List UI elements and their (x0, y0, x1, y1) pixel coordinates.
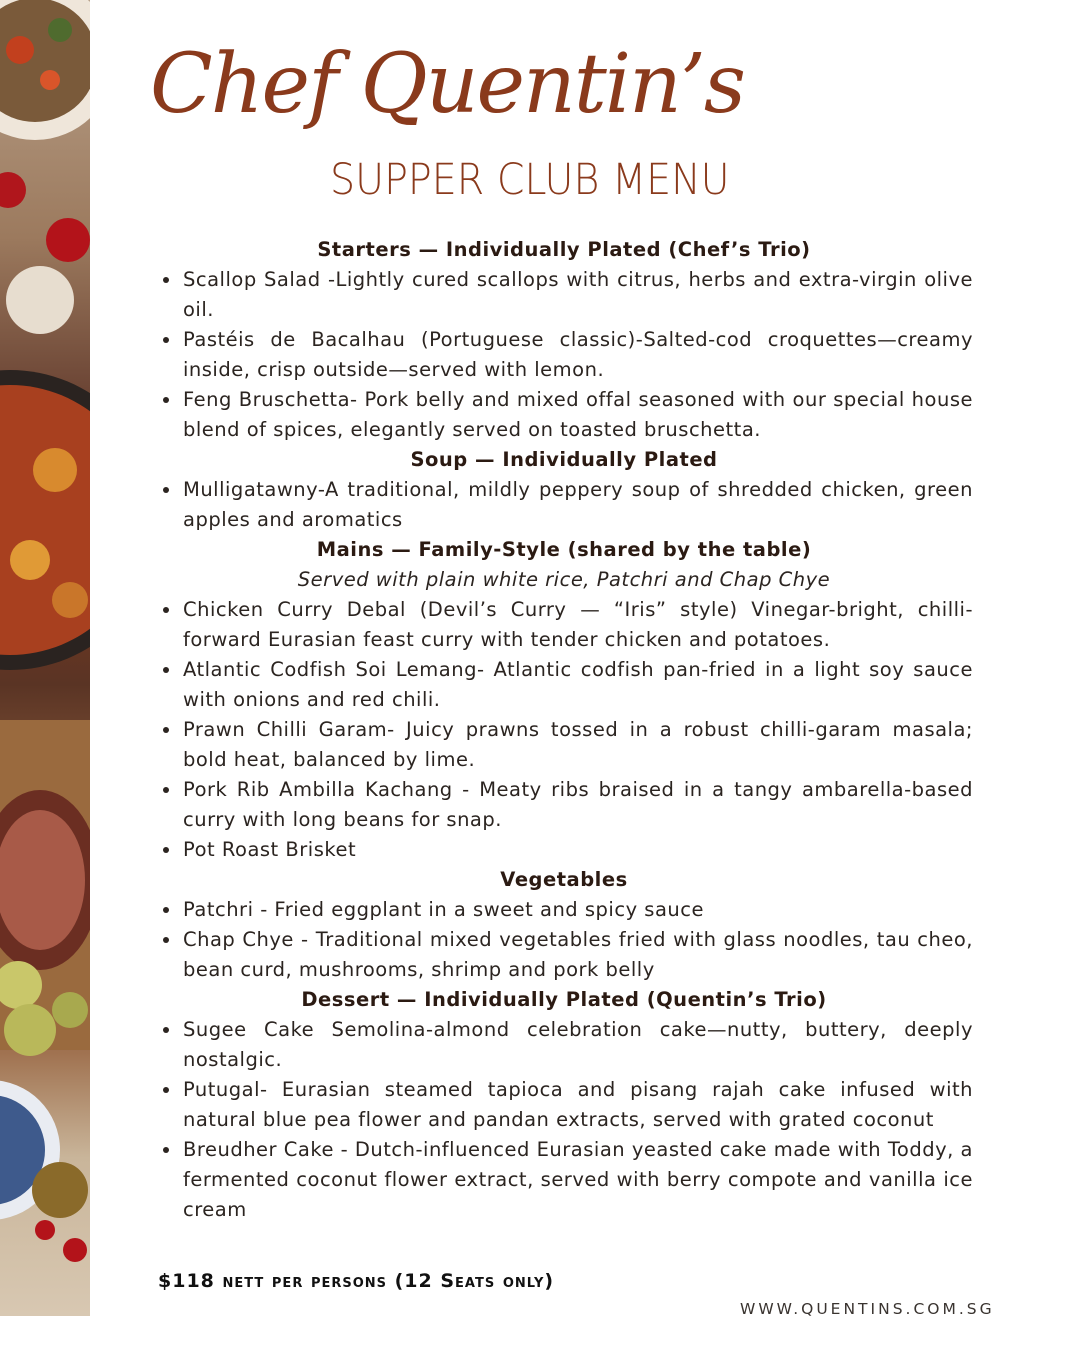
list-item: Atlantic Codfish Soi Lemang- Atlantic codfish pan-fried in a light soy sauce with onions and red chili. (155, 655, 973, 715)
section-heading-dessert: Dessert — Individually Plated (Quentin’s Trio) (301, 988, 827, 1011)
script-title: Chef Quentin’s (150, 37, 745, 132)
section-heading-starters: Starters — Individually Plated (Chef’s Trio) (317, 238, 811, 261)
list-item: Scallop Salad -Lightly cured scallops with citrus, herbs and extra-virgin olive oil. (155, 265, 973, 325)
mains-list (155, 595, 973, 865)
list-item: Prawn Chilli Garam- Juicy prawns tossed in a robust chilli-garam masala; bold heat, balanced by lime. (155, 715, 973, 775)
starters-list (155, 265, 973, 445)
list-item: Pot Roast Brisket (155, 835, 973, 865)
food-photo-illustration (0, 0, 90, 1316)
menu-body (155, 235, 973, 1225)
section-heading-soup: Soup — Individually Plated (410, 448, 718, 471)
dessert-list (155, 1015, 973, 1225)
list-item: Pork Rib Ambilla Kachang - Meaty ribs braised in a tangy ambarella-based curry with long beans for snap. (155, 775, 973, 835)
list-item: Chicken Curry Debal (Devil’s Curry — “Iris” style) Vinegar-bright, chilli-forward Eurasian feast curry with tender chicken and potatoes. (155, 595, 973, 655)
list-item: Putugal- Eurasian steamed tapioca and pisang rajah cake infused with natural blue pea flower and pandan extracts, served with grated coconut (155, 1075, 973, 1135)
website-url: WWW.QUENTINS.COM.SG (740, 1300, 995, 1318)
list-item: Breudher Cake - Dutch-influenced Eurasian yeasted cake made with Toddy, a fermented coconut flower extract, served with berry compote and vanilla ice cream (155, 1135, 973, 1225)
list-item: Chap Chye - Traditional mixed vegetables fried with glass noodles, tau cheo, bean curd, mushrooms, shrimp and pork belly (155, 925, 973, 985)
food-photo-strip (0, 0, 90, 1316)
mains-note: Served with plain white rice, Patchri and Chap Chye (297, 568, 831, 591)
section-heading-mains: Mains — Family-Style (shared by the table) (316, 538, 812, 561)
menu-subtitle: SUPPER CLUB MENU (330, 155, 730, 205)
vegetables-list (155, 895, 973, 985)
list-item: Patchri - Fried eggplant in a sweet and spicy sauce (155, 895, 973, 925)
list-item: Mulligatawny-A traditional, mildly peppery soup of shredded chicken, green apples and aromatics (155, 475, 973, 535)
price-line: $118 nett per persons (12 Seats only) (158, 1270, 555, 1292)
soup-list (155, 475, 973, 535)
list-item: Feng Bruschetta- Pork belly and mixed offal seasoned with our special house blend of spices, elegantly served on toasted bruschetta. (155, 385, 973, 445)
section-heading-vegetables: Vegetables (500, 868, 628, 891)
list-item: Sugee Cake Semolina-almond celebration cake—nutty, buttery, deeply nostalgic. (155, 1015, 973, 1075)
list-item: Pastéis de Bacalhau (Portuguese classic)-Salted-cod croquettes—creamy inside, crisp outside—served with lemon. (155, 325, 973, 385)
